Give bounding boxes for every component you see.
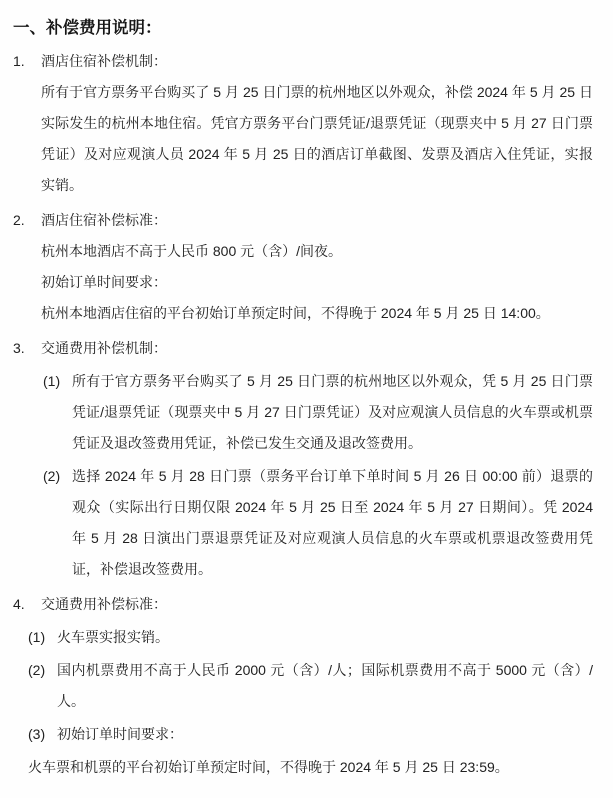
paragraph: 杭州本地酒店住宿的平台初始订单预定时间，不得晚于 2024 年 5 月 25 日 14:00。: [41, 305, 550, 321]
list-marker: (2): [43, 468, 61, 484]
list-marker: (2): [28, 662, 46, 678]
list-item: [43, 366, 593, 459]
paragraph: 杭州本地酒店不高于人民币 800 元（含）/间夜。: [41, 243, 343, 259]
section-title: 酒店住宿补偿标准：: [41, 212, 167, 228]
list-item-text: 所有于官方票务平台购买了 5 月 25 日门票的杭州地区以外观众，凭 5 月 25 日门票凭证/退票凭证（现票夹中 5 月 27 日门票凭证）及对应观演人员信息的火车票或机票凭证及退改签费用凭证，补偿已发生交通及退改签费用。: [72, 373, 593, 451]
paragraph: 初始订单时间要求：: [41, 274, 167, 290]
section-2-header: [13, 205, 593, 236]
section-title: 酒店住宿补偿机制：: [41, 53, 167, 69]
section-1-header: [13, 46, 593, 77]
list-item-text: 国内机票费用不高于人民币 2000 元（含）/人；国际机票费用不高于 5000 元（含）/人。: [57, 662, 593, 709]
list-item: [28, 655, 593, 717]
section-3-header: [13, 333, 593, 364]
main-heading: 一、补偿费用说明：: [13, 19, 162, 37]
section-number: 3.: [13, 340, 25, 356]
paragraph: 火车票和机票的平台初始订单预定时间，不得晚于 2024 年 5 月 25 日 23:59。: [28, 759, 509, 775]
list-item-text: 初始订单时间要求：: [57, 726, 183, 742]
section-4-header: [13, 589, 593, 620]
list-item: [43, 461, 593, 585]
list-item: [28, 719, 593, 750]
list-item-text: 选择 2024 年 5 月 28 日门票（票务平台订单下单时间 5 月 26 日 00:00 前）退票的观众（实际出行日期仅限 2024 年 5 月 25 日至 2024 年 5 月 27 日期间）。凭 2024 年 5 月 28 日演出门票退票凭证及对应观演人员信息的火车票或机票退改签费用凭证，补偿退改签费用。: [72, 468, 593, 577]
section-title: 交通费用补偿标准：: [41, 596, 167, 612]
section-number: 2.: [13, 212, 25, 228]
section-number: 1.: [13, 53, 25, 69]
section-title: 交通费用补偿机制：: [41, 340, 167, 356]
list-marker: (1): [43, 373, 61, 389]
list-item-text: 火车票实报实销。: [57, 629, 169, 645]
section-number: 4.: [13, 596, 25, 612]
list-item: [28, 622, 593, 653]
list-marker: (1): [28, 629, 46, 645]
list-marker: (3): [28, 726, 46, 742]
paragraph: 所有于官方票务平台购买了 5 月 25 日门票的杭州地区以外观众，补偿 2024 年 5 月 25 日实际发生的杭州本地住宿。凭官方票务平台门票凭证/退票凭证（现票夹中 5 月 27 日门票凭证）及对应观演人员 2024 年 5 月 25 日的酒店订单截图、发票及酒店入住凭证，实报实销。: [41, 84, 593, 193]
